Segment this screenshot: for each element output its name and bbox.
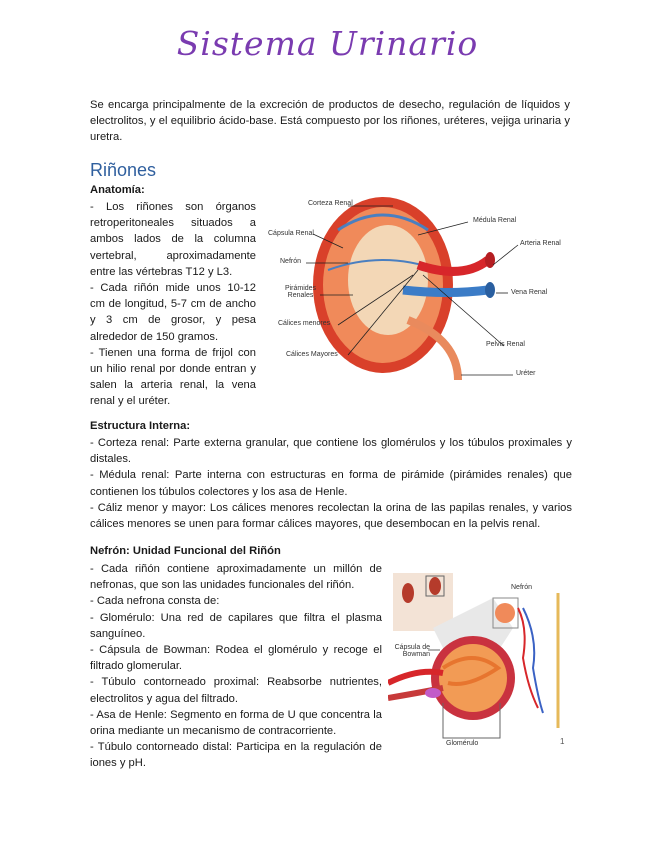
anatomy-item: - Cada riñón mide unos 10-12 cm de longitud, 5-7 cm de ancho y 3 cm de grosor, y pesa alrededor de 150 gramos. <box>90 282 256 343</box>
intro-paragraph: Se encarga principalmente de la excreción de productos de desecho, regulación de líquidos y electrolitos, y el equilibrio ácido-base. Está compuesto por los riñones, uréteres, vejiga urinaria y uretra. <box>90 99 570 144</box>
label-medula-renal: Médula Renal <box>473 217 517 224</box>
label-pelvis-renal: Pelvis Renal <box>486 341 525 348</box>
nephron-illustration <box>388 568 568 748</box>
label-vena-renal: Vena Renal <box>511 289 548 296</box>
page-number: 1 <box>560 737 565 746</box>
label-glomerulo: Glomérulo <box>446 740 479 747</box>
nephron-item: - Túbulo contorneado distal: Participa en la regulación de iones y pH. <box>90 741 382 770</box>
label-capsula-renal: Cápsula Renal <box>268 230 314 237</box>
label-capsula-bowman: Cápsula de Bowman <box>394 644 430 658</box>
structure-item: - Corteza renal: Parte externa granular, que contiene los glomérulos y los túbulos proximales y distales. <box>90 437 572 466</box>
internal-structure-heading: Estructura Interna: <box>90 420 191 432</box>
nephron-heading: Nefrón: Unidad Funcional del Riñón <box>90 545 281 557</box>
internal-structure-text <box>90 435 572 532</box>
nephron-diagram <box>388 568 568 748</box>
kidney-diagram <box>268 190 568 390</box>
nephron-item: - Cada riñón contiene aproximadamente un millón de nefronas, que son las unidades funcionales del riñón. <box>90 563 382 592</box>
label-nefron: Nefrón <box>280 258 302 265</box>
anatomy-heading: Anatomía: <box>90 184 145 196</box>
nephron-item: - Glomérulo: Una red de capilares que filtra el plasma sanguíneo. <box>90 611 382 640</box>
anatomy-text <box>90 199 256 410</box>
label-corteza-renal: Corteza Renal <box>308 200 353 207</box>
nephron-text <box>90 561 382 772</box>
anatomy-item: - Tienen una forma de frijol con un hilio renal por donde entran y salen la arteria renal, la vena renal y el uréter. <box>90 346 256 408</box>
label-calices-menores: Cálices menores <box>278 320 331 327</box>
document-title: Sistema Urinario <box>176 24 479 63</box>
nephron-item: - Cada nefrona consta de: <box>90 595 220 608</box>
label-arteria-renal: Arteria Renal <box>520 240 561 247</box>
label-ureter: Uréter <box>516 370 536 377</box>
nephron-item: - Túbulo contorneado proximal: Reabsorbe nutrientes, electrolitos y agua del filtrado. <box>90 676 382 705</box>
label-piramides-renales: Pirámides Renales <box>284 285 317 299</box>
structure-item: - Cáliz menor y mayor: Los cálices menores recolectan la orina de las papilas renales, y varios cálices menores se unen para formar cálices mayores, que desembocan en la pelvis renal. <box>90 501 572 531</box>
nephron-item: - Cápsula de Bowman: Rodea el glomérulo y recoge el filtrado glomerular. <box>90 644 382 673</box>
structure-item: - Médula renal: Parte interna con estructuras en forma de pirámide (pirámides renales) que contienen los túbulos colectores y los asa de Henle. <box>90 469 572 498</box>
anatomy-item: - Los riñones son órganos retroperitoneales situados a ambos lados de la columna vertebral, aproximadamente entre las vértebras T12 y L3. <box>90 201 256 278</box>
section-heading: Riñones <box>90 160 157 180</box>
label-nefron-figure: Nefrón <box>511 584 533 591</box>
label-calices-mayores: Cálices Mayores <box>286 351 338 358</box>
nephron-item: - Asa de Henle: Segmento en forma de U que concentra la orina mediante un mecanismo de contracorriente. <box>90 708 382 738</box>
